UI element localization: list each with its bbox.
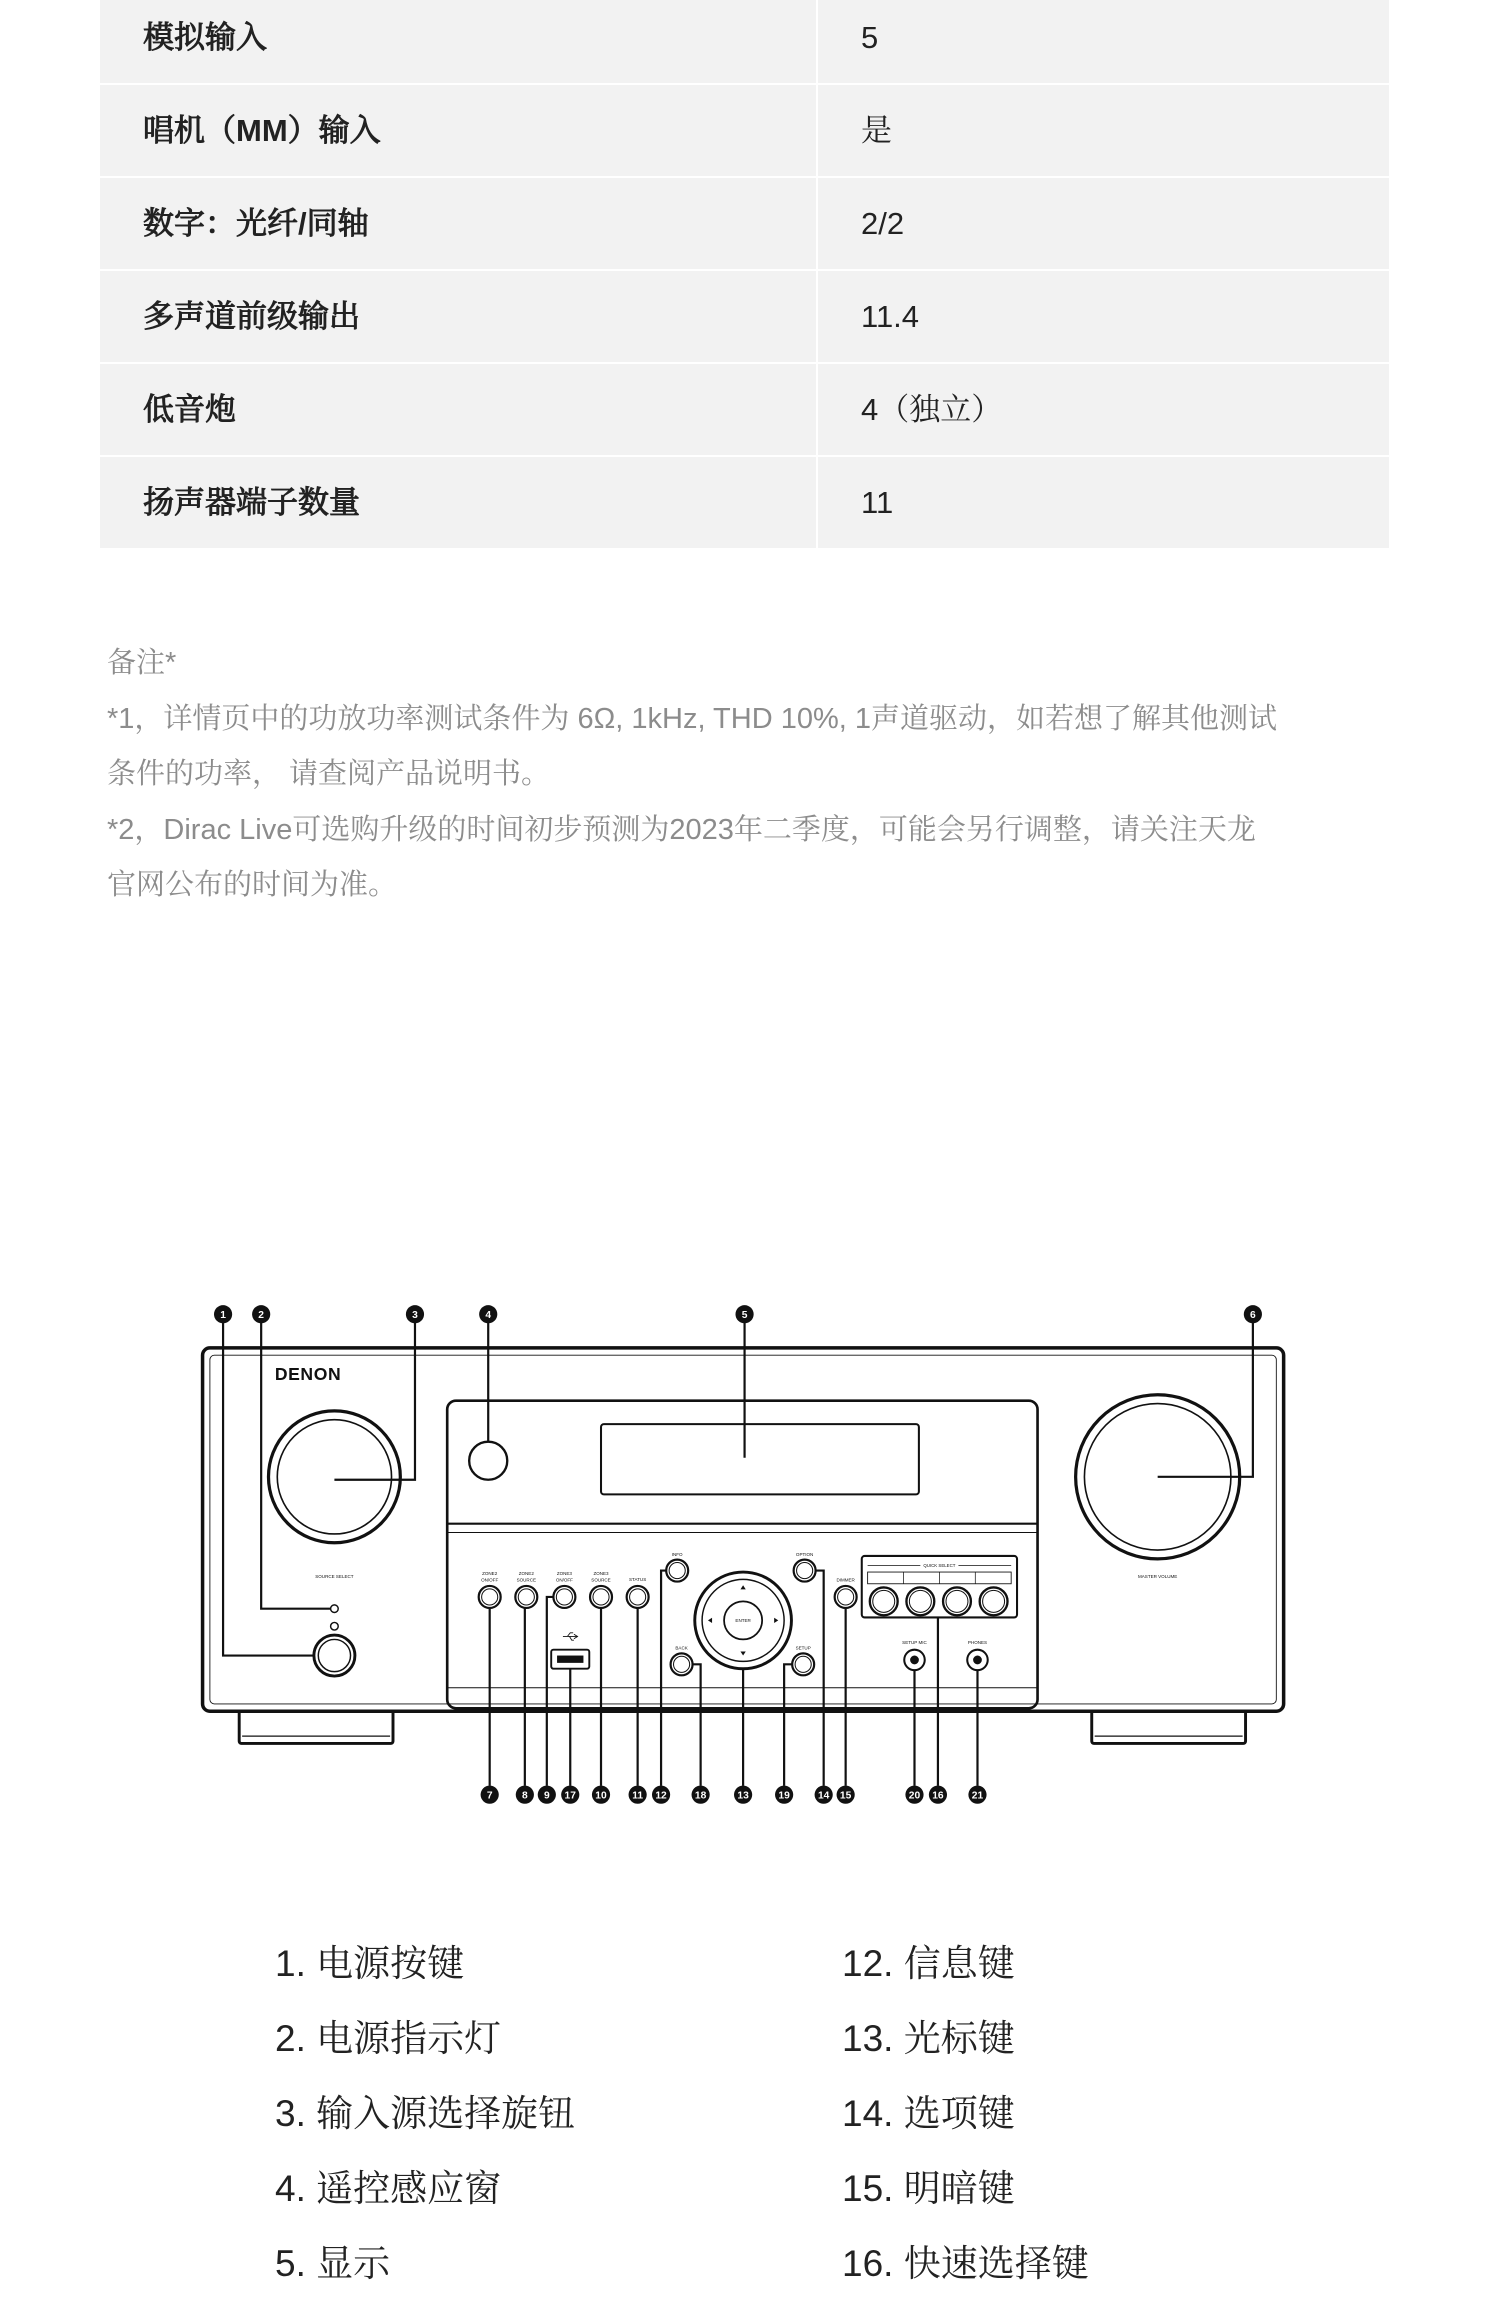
callout-21 [968,1786,986,1804]
button-label: DIMMER [836,1577,855,1583]
callout-16 [929,1786,947,1804]
legend-item: 13. 光标键 [842,2017,1015,2059]
callout-4 [479,1305,497,1323]
callout-14 [815,1786,833,1804]
callout-number: 20 [908,1790,921,1802]
callout-number: 1 [220,1309,226,1321]
legend-item: 12. 信息键 [842,1942,1015,1984]
button-label: INFO [671,1551,683,1557]
callout-number: 5 [741,1309,748,1321]
callout-7 [481,1786,499,1804]
spec-row [100,85,1389,176]
spec-value-cell [818,457,1389,548]
callout-13 [734,1786,752,1804]
callout-number: 11 [632,1790,644,1802]
spec-label: 低音炮 [143,392,236,427]
spec-value: 2/2 [861,206,905,241]
callout-8 [516,1786,534,1804]
callout-number: 7 [486,1790,493,1802]
spec-label-cell [100,178,816,269]
callout-17 [561,1786,579,1804]
enter-label: ENTER [735,1618,751,1624]
spec-row [100,457,1389,548]
button-label: SOURCE [591,1577,611,1583]
callout-12 [652,1786,670,1804]
source-select-label: SOURCE SELECT [315,1573,354,1579]
spec-label: 扬声器端子数量 [143,485,360,520]
spec-value: 5 [861,20,879,55]
callout-number: 14 [817,1790,830,1802]
spec-label-cell [100,0,816,83]
spec-value: 11.4 [861,299,920,334]
spec-row [100,0,1389,83]
spec-label: 多声道前级输出 [143,299,360,334]
spec-label-cell [100,364,816,455]
callout-2 [252,1305,270,1323]
button-label: ON/OFF [555,1577,573,1583]
callout-3 [406,1305,424,1323]
button-label: ON/OFF [481,1577,499,1583]
legend-item: 3. 输入源选择旋钮 [275,2092,576,2134]
callout-number: 2 [258,1309,265,1321]
spec-value-cell [818,85,1389,176]
notes-line: 条件的功率， 请查阅产品说明书。 [107,758,551,791]
callout-number: 4 [485,1309,492,1321]
spec-label: 模拟输入 [143,20,267,55]
spec-label-cell [100,271,816,362]
legend-item: 2. 电源指示灯 [275,2017,502,2059]
legend-right-column [842,1926,1089,2301]
callout-number: 18 [694,1790,707,1802]
jack-hole [910,1656,919,1665]
legend-left-column [275,1926,575,2301]
button-label: ZONE2 [518,1570,534,1576]
callout-number: 10 [595,1790,607,1802]
jack-label: PHONES [967,1639,988,1645]
button-label: OPTION [795,1551,814,1557]
quick-select-label: QUICK SELECT [923,1562,956,1568]
receiver-front-panel-diagram [176,1282,1319,1824]
usb-socket-tongue [557,1656,583,1663]
brand-logo: DENON [274,1364,342,1385]
notes-line: *2，Dirac Live可选购升级的时间初步预测为2023年二季度，可能会另行调整，请关注天龙 [107,813,1256,846]
button-label: BACK [675,1645,688,1651]
callout-number: 12 [655,1790,667,1802]
button-label: ZONE3 [556,1570,572,1576]
button-label: SOURCE [516,1577,537,1583]
legend-item: 14. 选项键 [842,2092,1015,2134]
spec-value-cell [818,364,1389,455]
callout-5 [735,1305,753,1323]
callout-number: 13 [737,1790,749,1802]
callout-1 [214,1305,232,1323]
callout-number: 3 [412,1309,418,1321]
callout-11 [629,1786,647,1804]
spec-value: 11 [861,485,894,520]
spec-value: 是 [861,113,892,148]
spec-label: 唱机（MM）输入 [143,113,381,148]
button-label: STATUS [629,1576,647,1582]
callout-number: 21 [971,1790,984,1802]
spec-label: 数字：光纤/同轴 [143,206,369,241]
jack-hole [973,1656,982,1665]
notes-line: 官网公布的时间为准。 [107,869,398,902]
callout-20 [905,1786,923,1804]
spec-label-cell [100,457,816,548]
spec-row [100,178,1389,269]
callout-10 [592,1786,610,1804]
spec-label-cell [100,85,816,176]
button-label: ZONE2 [482,1570,498,1576]
notes-line: *1，详情页中的功放功率测试条件为 6Ω, 1kHz, THD 10%, 1声道驱动，如若想了解其他测试 [107,702,1277,735]
callout-6 [1244,1305,1262,1323]
notes-section [107,636,1487,914]
callout-number: 17 [564,1790,576,1802]
spec-row [100,271,1389,362]
legend-item: 1. 电源按键 [275,1942,465,1984]
callout-number: 16 [932,1790,944,1802]
cursor-pad [695,1572,792,1669]
callout-number: 9 [543,1790,550,1802]
notes-heading: 备注* [107,647,177,679]
callout-number: 6 [1250,1309,1256,1321]
spec-value-cell [818,0,1389,83]
callout-number: 8 [521,1790,528,1802]
spec-value-cell [818,178,1389,269]
callout-15 [837,1786,855,1804]
legend-item: 16. 快速选择键 [842,2242,1089,2284]
callout-9 [538,1786,556,1804]
callout-number: 19 [778,1790,790,1802]
button-label: ZONE3 [593,1570,609,1576]
legend-item: 5. 显示 [275,2242,391,2284]
callout-19 [775,1786,793,1804]
spec-value: 4（独立） [861,392,1003,427]
spec-table [100,0,1389,550]
jack-label: SETUP MIC [902,1639,927,1645]
master-volume-label: MASTER VOLUME [1138,1573,1178,1579]
legend-item: 15. 明暗键 [842,2167,1015,2209]
callout-18 [692,1786,710,1804]
callout-number: 15 [839,1790,852,1802]
spec-value-cell [818,271,1389,362]
legend-item: 4. 遥控感应窗 [275,2167,502,2209]
spec-row [100,364,1389,455]
button-label: SETUP [795,1645,811,1651]
